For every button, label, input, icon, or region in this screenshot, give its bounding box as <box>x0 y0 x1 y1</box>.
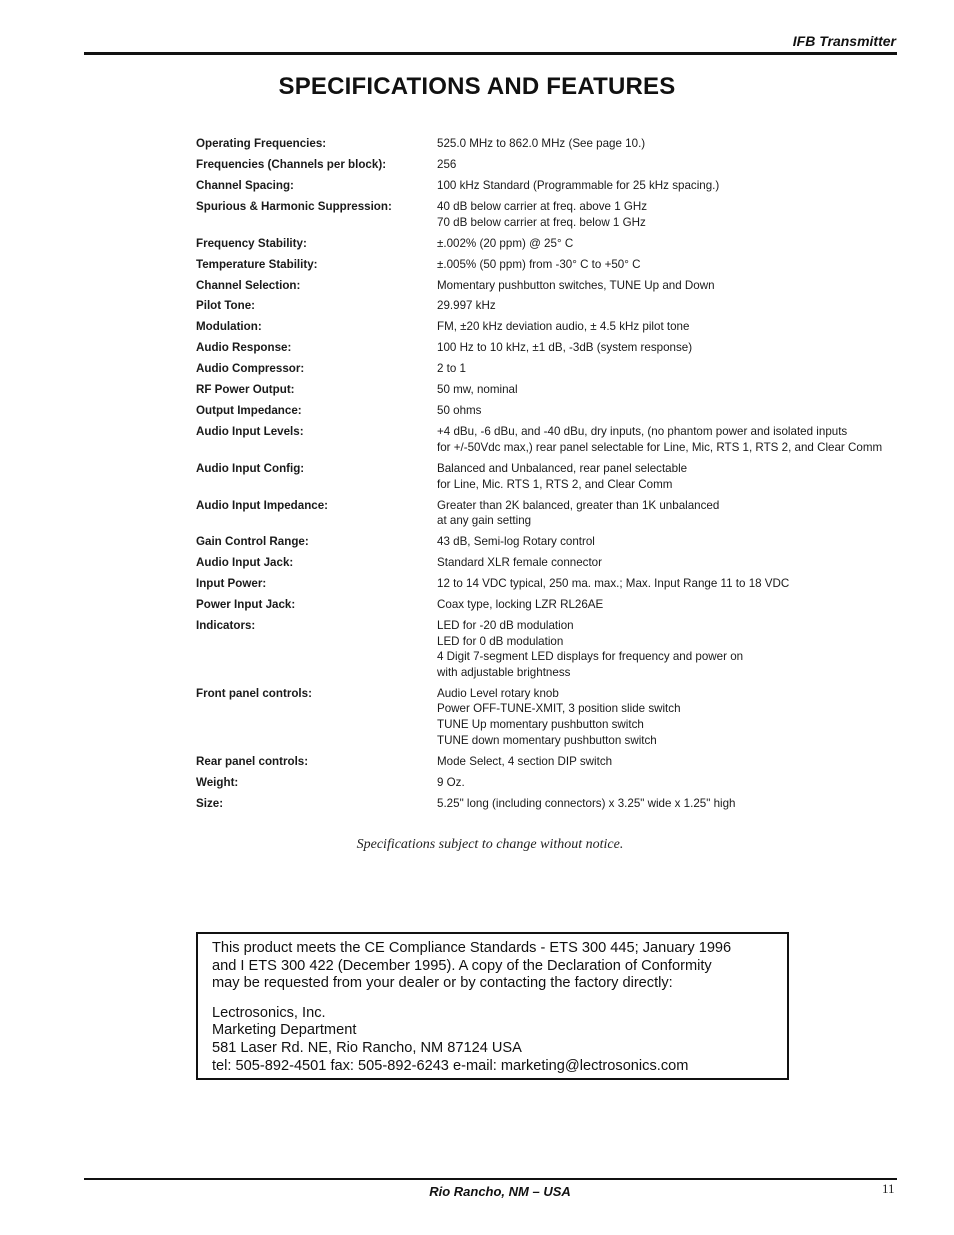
spec-label: Gain Control Range: <box>196 535 309 549</box>
spec-row <box>196 597 906 613</box>
compliance-line: This product meets the CE Compliance Standards - ETS 300 445; January 1996 <box>212 940 732 956</box>
spec-value <box>437 178 906 194</box>
spec-row <box>196 498 906 529</box>
spec-value-line: 9 Oz. <box>437 775 465 789</box>
spec-row <box>196 136 906 152</box>
spec-label: Modulation: <box>196 320 262 334</box>
spec-value-line: for +/-50Vdc max,) rear panel selectable for Line, Mic, RTS 1, RTS 2, and Clear Comm <box>437 440 883 454</box>
spec-value <box>437 199 906 230</box>
spec-value-line: LED for 0 dB modulation <box>437 634 564 648</box>
spec-value <box>437 298 906 314</box>
spec-row <box>196 199 906 230</box>
spec-value <box>437 278 906 294</box>
spec-row <box>196 461 906 492</box>
spec-label: Channel Selection: <box>196 278 301 292</box>
spec-label: Temperature Stability: <box>196 257 318 271</box>
header-rule <box>84 52 897 55</box>
footer-rule <box>84 1178 897 1180</box>
spec-label: Indicators: <box>196 619 256 633</box>
spec-row <box>196 775 906 791</box>
spec-row <box>196 361 906 377</box>
spec-value-line: at any gain setting <box>437 514 532 528</box>
spec-value-line: ±.005% (50 ppm) from -30° C to +50° C <box>437 257 641 271</box>
spec-value-line: 70 dB below carrier at freq. below 1 GHz <box>437 215 646 229</box>
spec-label: Audio Input Levels: <box>196 425 304 439</box>
footer-location: Rio Rancho, NM – USA <box>429 1184 571 1199</box>
spec-label: Rear panel controls: <box>196 754 309 768</box>
spec-value <box>437 597 906 613</box>
spec-row <box>196 796 906 812</box>
contact-info: tel: 505-892-4501 fax: 505-892-6243 e-mail: marketing@lectrosonics.com <box>212 1057 689 1074</box>
spec-label: Audio Input Jack: <box>196 556 294 570</box>
spec-row <box>196 157 906 173</box>
spec-value <box>437 498 906 529</box>
spec-label: Frequencies (Channels per block): <box>196 157 387 171</box>
spec-value <box>437 754 906 770</box>
spec-value-line: 12 to 14 VDC typical, 250 ma. max.; Max. Input Range 11 to 18 VDC <box>437 577 790 591</box>
spec-value <box>437 555 906 571</box>
spec-value <box>437 382 906 398</box>
spec-row <box>196 319 906 335</box>
spec-label: Output Impedance: <box>196 404 302 418</box>
spec-value-line: Audio Level rotary knob <box>437 686 559 700</box>
spec-value-line: 50 ohms <box>437 404 482 418</box>
spec-label: Weight: <box>196 775 239 789</box>
spec-row <box>196 236 906 252</box>
address: 581 Laser Rd. NE, Rio Rancho, NM 87124 USA <box>212 1039 522 1056</box>
spec-value-line: Coax type, locking LZR RL26AE <box>437 598 604 612</box>
spec-label: Spurious & Harmonic Suppression: <box>196 199 392 213</box>
spec-value-line: 100 Hz to 10 kHz, ±1 dB, -3dB (system response) <box>437 341 693 355</box>
page-number: 11 <box>882 1181 895 1196</box>
compliance-line: and I ETS 300 422 (December 1995). A copy of the Declaration of Conformity <box>212 957 712 974</box>
spec-value-line: Standard XLR female connector <box>437 556 602 570</box>
spec-label: Frequency Stability: <box>196 236 307 250</box>
spec-value <box>437 424 906 455</box>
spec-row <box>196 754 906 770</box>
spec-value-line: 5.25" long (including connectors) x 3.25" wide x 1.25" high <box>437 796 736 810</box>
spec-row <box>196 278 906 294</box>
spec-value <box>437 686 906 748</box>
spec-value-line: 50 mw, nominal <box>437 383 518 397</box>
spec-value <box>437 340 906 356</box>
spec-value <box>437 361 906 377</box>
spec-value-line: Balanced and Unbalanced, rear panel selectable <box>437 461 688 475</box>
spec-row <box>196 534 906 550</box>
spec-row <box>196 178 906 194</box>
spec-value-line: 29.997 kHz <box>437 299 496 313</box>
spec-value <box>437 236 906 252</box>
spec-label: Front panel controls: <box>196 686 312 700</box>
spec-value-line: Power OFF-TUNE-XMIT, 3 position slide switch <box>437 702 681 716</box>
spec-value-line: 4 Digit 7-segment LED displays for frequency and power on <box>437 650 744 664</box>
spec-value <box>437 775 906 791</box>
spec-value-line: Momentary pushbutton switches, TUNE Up and Down <box>437 278 715 292</box>
spec-value-line: 256 <box>437 157 457 171</box>
spec-value <box>437 157 906 173</box>
spec-label: Size: <box>196 796 224 810</box>
spec-label: Audio Input Config: <box>196 461 305 475</box>
page-title: SPECIFICATIONS AND FEATURES <box>278 73 676 100</box>
notice: Specifications subject to change without notice. <box>356 837 624 852</box>
spec-value-line: ±.002% (20 ppm) @ 25° C <box>437 236 574 250</box>
spec-row <box>196 424 906 455</box>
spec-row <box>196 257 906 273</box>
spec-value <box>437 618 906 680</box>
spec-value <box>437 576 906 592</box>
spec-value-line: for Line, Mic. RTS 1, RTS 2, and Clear Comm <box>437 477 673 491</box>
spec-value <box>437 257 906 273</box>
compliance-box <box>196 932 789 1080</box>
spec-value-line: FM, ±20 kHz deviation audio, ± 4.5 kHz pilot tone <box>437 320 690 334</box>
spec-row <box>196 340 906 356</box>
spec-label: Audio Compressor: <box>196 362 305 376</box>
spec-label: Operating Frequencies: <box>196 137 327 150</box>
spec-label: Channel Spacing: <box>196 178 294 192</box>
spec-table <box>196 136 906 817</box>
spec-label: Power Input Jack: <box>196 598 296 612</box>
spec-value <box>437 796 906 812</box>
spec-label: Audio Response: <box>196 341 292 355</box>
spec-value-line: Mode Select, 4 section DIP switch <box>437 754 613 768</box>
spec-value-line: 43 dB, Semi-log Rotary control <box>437 535 595 549</box>
spec-value-line: +4 dBu, -6 dBu, and -40 dBu, dry inputs, (no phantom power and isolated inputs <box>437 425 848 439</box>
compliance-line: may be requested from your dealer or by contacting the factory directly: <box>212 975 673 992</box>
spec-label: RF Power Output: <box>196 383 295 397</box>
company-name: Lectrosonics, Inc. <box>212 1004 326 1021</box>
spec-value-line: TUNE Up momentary pushbutton switch <box>437 718 644 732</box>
spec-row <box>196 576 906 592</box>
spec-row <box>196 555 906 571</box>
department: Marketing Department <box>212 1022 357 1039</box>
spec-value-line: 2 to 1 <box>437 362 467 376</box>
spec-row <box>196 298 906 314</box>
spec-value-line: 525.0 MHz to 862.0 MHz (See page 10.) <box>437 137 646 150</box>
spec-label: Input Power: <box>196 577 267 591</box>
spec-value <box>437 534 906 550</box>
spec-value-line: LED for -20 dB modulation <box>437 619 574 633</box>
spec-label: Pilot Tone: <box>196 299 256 313</box>
spec-value-line: 40 dB below carrier at freq. above 1 GHz <box>437 199 648 213</box>
spec-value-line: Greater than 2K balanced, greater than 1K unbalanced <box>437 498 720 512</box>
spec-value-line: TUNE down momentary pushbutton switch <box>437 733 657 747</box>
spec-label: Audio Input Impedance: <box>196 498 329 512</box>
spec-row <box>196 382 906 398</box>
spec-value-line: 100 kHz Standard (Programmable for 25 kHz spacing.) <box>437 178 720 192</box>
spec-row <box>196 403 906 419</box>
header-title: IFB Transmitter <box>792 33 896 49</box>
spec-value <box>437 319 906 335</box>
spec-value <box>437 403 906 419</box>
spec-row <box>196 618 906 680</box>
spec-value <box>437 136 906 152</box>
spec-row <box>196 686 906 748</box>
spec-value <box>437 461 906 492</box>
spec-value-line: with adjustable brightness <box>437 665 571 679</box>
